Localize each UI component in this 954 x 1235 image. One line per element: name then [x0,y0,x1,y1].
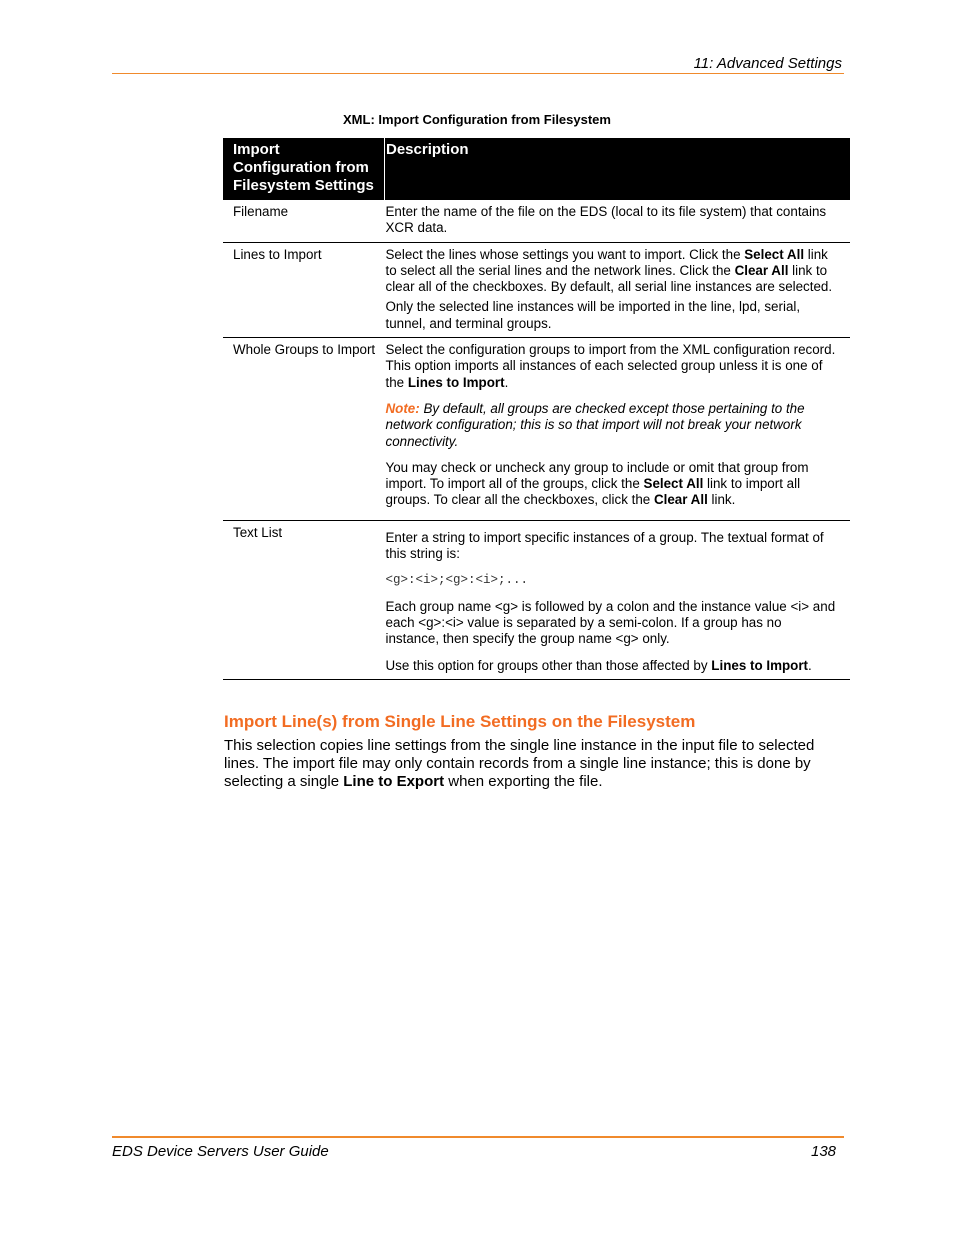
table-row-filename [223,200,850,242]
column-header-settings: Import Configuration from Filesystem Settings [223,138,385,200]
body-paragraph: This selection copies line settings from the single line instance in the input file to selected lines. The import file may only contain records from a single line instance; this is done by selecting a single Line to Export when exporting the file. [224,737,815,790]
header-rule [112,73,844,74]
section-heading: Import Line(s) from Single Line Settings on the Filesystem [224,712,696,731]
row-label: Whole Groups to Import [223,338,385,521]
row-description [385,200,851,242]
description-text: Use this option for groups other than those affected by Lines to Import. [385,657,812,673]
table-row-text-list [223,520,850,679]
note-text: Note: By default, all groups are checked except those pertaining to the network configuration; this is so that import will not break your network connectivity. [385,400,805,449]
row-label: Filename [223,200,385,242]
footer-title: EDS Device Servers User Guide [112,1143,329,1160]
row-label: Lines to Import [223,242,385,337]
table-row-lines-to-import [223,242,850,337]
column-header-description: Description [385,138,851,200]
row-description [385,520,851,679]
row-description [385,242,851,337]
row-label: Text List [223,520,385,679]
settings-table [223,138,850,680]
description-text: Each group name <g> is followed by a colon and the instance value <i> and each <g>:<i> value is separated by a semi-colon. If a group has no instance, then specify the group name <g> only. [385,598,836,647]
description-text: Select the configuration groups to import from the XML configuration record. This option imports all instances of each selected group unless it is one of the Lines to Import. [385,342,836,390]
page-number: 138 [811,1143,837,1160]
description-text: Only the selected line instances will be imported in the line, lpd, serial, tunnel, and terminal groups. [385,299,801,331]
description-text: You may check or uncheck any group to include or omit that group from import. To import all of the groups, click the Select All link to import all groups. To clear all the checkboxes, click the Clear All link. [385,459,809,508]
table-header-row [223,138,850,200]
table-row-whole-groups [223,338,850,521]
running-header: 11: Advanced Settings [693,55,842,72]
description-text: Select the lines whose settings you want to import. Click the Select All link to select all the serial lines and the network lines. Click the Clear All link to clear all of the checkboxes. By default, all serial line instances are selected. [385,246,833,295]
format-code: <g>:<i>;<g>:<i>;... [385,573,529,588]
description-text: Enter a string to import specific instances of a group. The textual format of this string is: [385,529,824,562]
table-caption: XML: Import Configuration from Filesystem [343,112,611,127]
footer-rule [112,1136,844,1138]
description-text: Enter the name of the file on the EDS (local to its file system) that contains XCR data. [385,204,827,236]
row-description [385,338,851,521]
